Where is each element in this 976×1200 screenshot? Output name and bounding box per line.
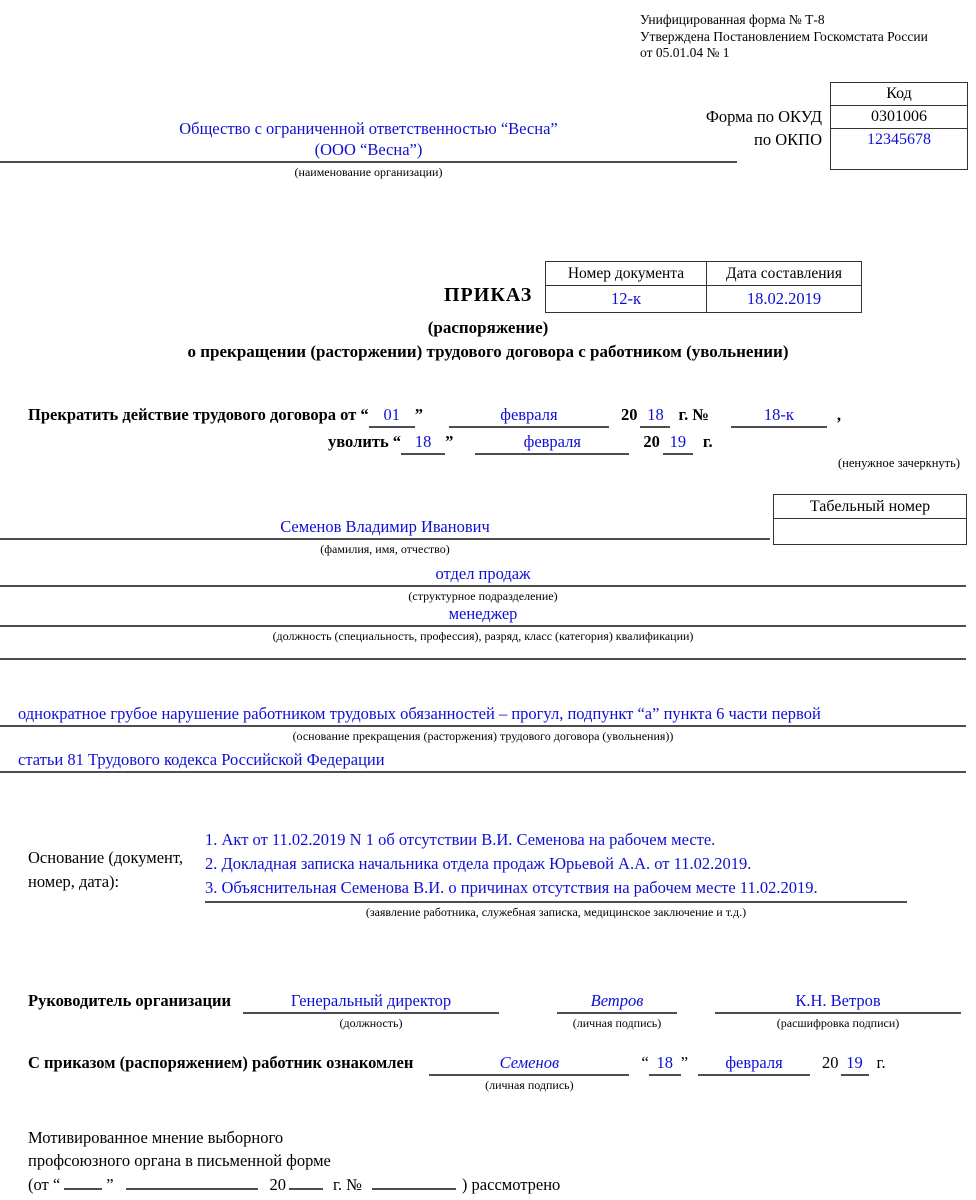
union-day-blank (64, 1174, 102, 1190)
quote-open: “ (641, 1053, 649, 1072)
union-number-blank (372, 1174, 456, 1190)
acknowledgement-row (28, 1052, 886, 1092)
ack-month-field: февраля (698, 1052, 810, 1076)
personnel-number-label: Табельный номер (774, 495, 966, 519)
ack-label: С приказом (распоряжением) работник ознакомлен (28, 1053, 414, 1072)
organization-caption: (наименование организации) (294, 165, 443, 179)
ack-signature-field (429, 1052, 629, 1092)
union-month-blank (126, 1174, 258, 1190)
head-name-field (715, 990, 961, 1030)
reason-caption: (основание прекращения (расторжения) трудового договора (увольнения)) (292, 729, 674, 743)
grounds-label-line1: Основание (документ, (28, 848, 183, 867)
union-year-blank (289, 1174, 323, 1190)
position-value: менеджер (0, 603, 966, 627)
doc-number-value: 12-к (546, 286, 707, 313)
ack-day-group (641, 1052, 688, 1076)
okud-value: 0301006 (831, 106, 967, 129)
doc-date-value: 18.02.2019 (707, 286, 862, 313)
terminate-century: 20 (620, 405, 638, 424)
okpo-label: по ОКПО (754, 130, 822, 149)
union-line-3 (28, 1173, 560, 1196)
grounds-item: 1. Акт от 11.02.2019 N 1 об отсутствии В.И. Семенова на рабочем месте. (205, 830, 716, 849)
terminate-line (28, 405, 841, 428)
reason-field-2 (0, 749, 966, 773)
ack-century: 20 (822, 1053, 839, 1072)
terminate-number-field: 18-к (731, 405, 827, 428)
organization-block (0, 118, 737, 179)
form-note-line3: от 05.01.04 № 1 (640, 45, 730, 60)
terminate-number-label: г. № (678, 405, 709, 424)
head-position: Генеральный директор (243, 990, 499, 1014)
ack-signature-caption: (личная подпись) (485, 1078, 574, 1092)
code-table (830, 82, 968, 170)
grounds-label-line2: номер, дата): (28, 872, 120, 891)
grounds-label (28, 846, 183, 894)
reason-line-1: однократное грубое нарушение работником трудовых обязанностей – прогул, подпункт “а” пункта 6 части первой (0, 703, 966, 727)
okud-label: Форма по ОКУД (705, 107, 822, 126)
blank-ruled-line (0, 642, 966, 660)
ack-year-field: 19 (841, 1052, 869, 1076)
department-caption: (структурное подразделение) (408, 589, 558, 603)
ack-year-group (822, 1052, 886, 1076)
document-subtitle-2: о прекращении (расторжении) трудового договора с работником (увольнении) (187, 342, 789, 361)
doc-number-header: Номер документа (546, 262, 707, 286)
quote-close: ” (680, 1053, 689, 1072)
quote-close: ” (445, 432, 454, 451)
union-century: 20 (269, 1175, 287, 1194)
quote-close: ” (414, 405, 423, 424)
head-position-caption: (должность) (339, 1016, 403, 1030)
employee-name-caption: (фамилия, имя, отчество) (320, 542, 450, 556)
dismiss-century: 20 (643, 432, 660, 451)
form-note-line2: Утверждена Постановлением Госкомстата России (640, 28, 928, 44)
ack-signature: Семенов (429, 1052, 629, 1076)
form-note-line1: Унифицированная форма № Т-8 (640, 12, 825, 27)
head-signature-field (557, 990, 677, 1030)
union-line-1: Мотивированное мнение выборного (28, 1128, 284, 1147)
grounds-item: 3. Объяснительная Семенова В.И. о причинах отсутствия на рабочем месте 11.02.2019. (205, 878, 818, 897)
position-caption: (должность (специальность, профессия), разряд, класс (категория) квалификации) (272, 629, 694, 643)
ack-day-field: 18 (649, 1052, 681, 1076)
doc-number-table (545, 261, 862, 313)
union-suffix: ) рассмотрено (461, 1175, 561, 1194)
dismiss-day-field: 18 (401, 432, 445, 455)
terminate-prefix: Прекратить действие трудового договора от “ (28, 405, 369, 424)
organization-name: Общество с ограниченной ответственностью “Весна” (179, 119, 558, 138)
document-title: ПРИКАЗ (444, 284, 533, 306)
form-header-note (640, 12, 928, 62)
head-label: Руководитель организации (28, 991, 232, 1010)
head-name-caption: (расшифровка подписи) (776, 1016, 900, 1030)
strike-note: (ненужное зачеркнуть) (838, 456, 960, 470)
reason-field-1 (0, 703, 966, 743)
code-header: Код (831, 83, 967, 106)
grounds-items (205, 828, 907, 903)
dismiss-year-suffix: г. (702, 432, 713, 451)
dismiss-line (328, 432, 713, 455)
ack-year-suffix: г. (876, 1053, 886, 1072)
organization-short-name: (ООО “Весна”) (314, 140, 423, 159)
grounds-item: 2. Докладная записка начальника отдела продаж Юрьевой А.А. от 11.02.2019. (205, 854, 752, 873)
quote-close: ” (106, 1175, 114, 1194)
union-opinion-block (28, 1126, 560, 1196)
head-signature-row (28, 990, 961, 1030)
union-date-prefix: (от “ (28, 1175, 61, 1194)
terminate-month-field: февраля (449, 405, 609, 428)
head-name: К.Н. Ветров (715, 990, 961, 1014)
employee-name-field (0, 516, 770, 556)
head-signature: Ветров (557, 990, 677, 1014)
reason-line-2: статьи 81 Трудового кодекса Российской Федерации (0, 749, 966, 773)
terminate-year-field: 18 (640, 405, 670, 428)
head-position-field (243, 990, 499, 1030)
grounds-caption: (заявление работника, служебная записка, медицинское заключение и т.д.) (365, 905, 747, 919)
union-line-2: профсоюзного органа в письменной форме (28, 1151, 331, 1170)
department-field (0, 563, 966, 603)
terminate-comma: , (836, 405, 842, 424)
personnel-number-value (774, 519, 966, 544)
union-number-label: г. № (333, 1175, 362, 1194)
document-subtitle-1: (распоряжение) (427, 318, 549, 337)
dismiss-year-field: 19 (663, 432, 693, 455)
department-value: отдел продаж (0, 563, 966, 587)
head-signature-caption: (личная подпись) (572, 1016, 662, 1030)
dismiss-month-field: февраля (475, 432, 629, 455)
okpo-value: 12345678 (867, 131, 931, 148)
position-field (0, 603, 966, 643)
ack-month-group (698, 1052, 810, 1076)
dismiss-prefix: уволить “ (328, 432, 402, 451)
personnel-number-box (773, 494, 967, 545)
terminate-day-field: 01 (369, 405, 415, 428)
employee-name: Семенов Владимир Иванович (0, 516, 770, 540)
doc-date-header: Дата составления (707, 262, 862, 286)
